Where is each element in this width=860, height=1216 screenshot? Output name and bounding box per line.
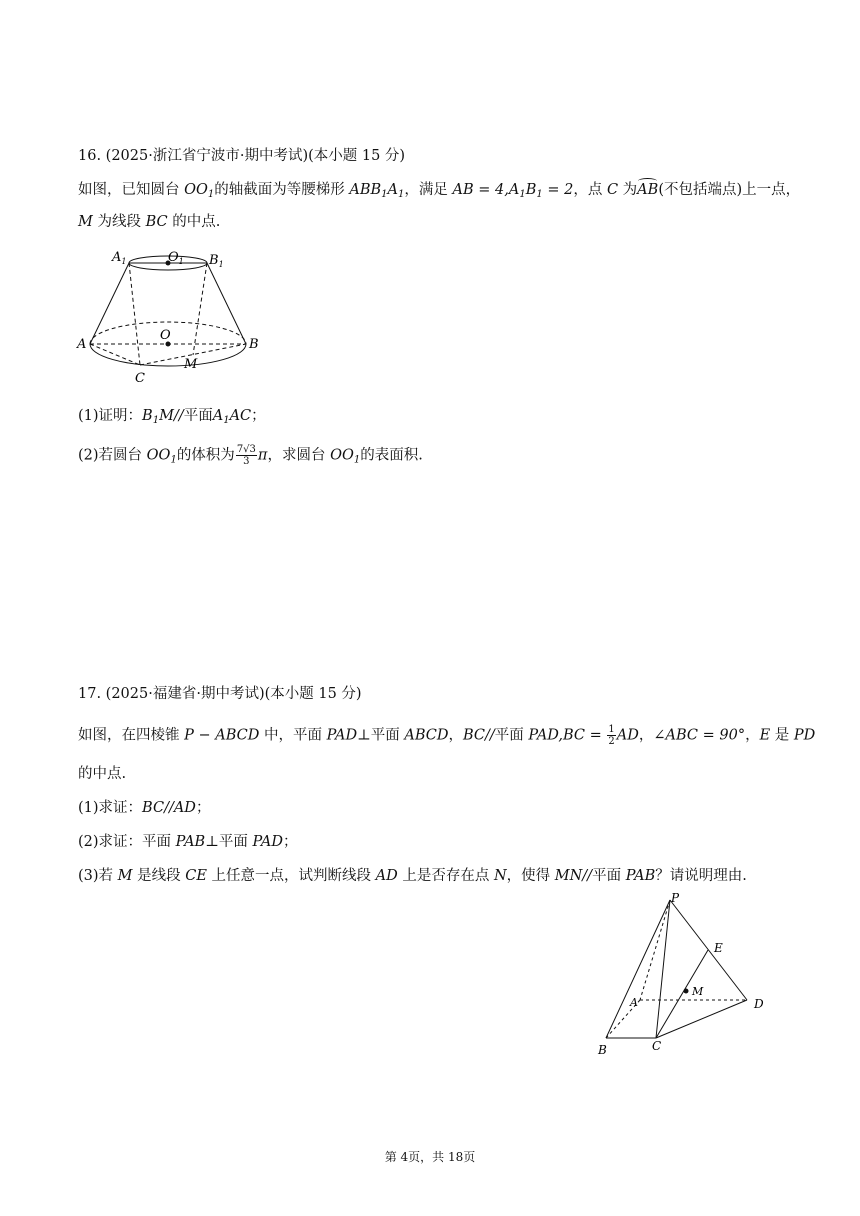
label-b: B [598, 1043, 607, 1057]
q17-part3: (3)若 M 是线段 CE 上任意一点，试判断线段 AD 上是否存在点 N，使得 MN//平面 PAB？请说明理由. [78, 868, 747, 884]
label-d: D [754, 997, 764, 1011]
seg-b1m [193, 263, 207, 355]
edge-cd [656, 1000, 747, 1038]
q17-part2: (2)求证：平面 PAB⊥平面 PAD； [78, 834, 298, 850]
side-left [90, 263, 129, 344]
label-m: M [184, 357, 198, 372]
label-o: O [160, 328, 171, 343]
point-m [684, 989, 689, 994]
label-b: B [249, 337, 259, 352]
q16-stem-line2: M 为线段 BC 的中点. [78, 214, 221, 230]
q16-frustum-figure [72, 244, 272, 389]
bottom-circle-front [90, 344, 246, 366]
label-a: A [77, 337, 87, 352]
q16-part2: (2)若圆台 $OO_1$的体积为 $\frac{7√3}{3}$ π，求圆台 $OO_1$的表面积. [78, 444, 423, 467]
label-a: A [630, 996, 638, 1009]
side-right [207, 263, 246, 344]
seg-ac [90, 344, 140, 365]
label-o1: $O_1$ [168, 250, 184, 266]
page-footer: 第 4页，共 18页 [384, 1150, 476, 1164]
seg-a1c [129, 263, 140, 365]
label-m: M [692, 985, 704, 998]
q16-header: 16. (2025·浙江省宁波市·期中考试)(本小题 15 分) [78, 148, 406, 164]
label-p: P [671, 891, 680, 905]
q17-part1: (1)求证：BC//AD； [78, 800, 211, 816]
bc-fraction: $\frac{1}{2}$ [608, 724, 615, 747]
q17-stem-line1: 如图，在四棱锥 P − ABCD 中，平面 PAD⊥平面 ABCD，BC//平面 PAD,BC = $\frac{1}{2}$ AD，∠ABC = 90°，E 是 PD [78, 724, 816, 747]
label-a1: $A_1$ [112, 250, 127, 266]
label-c: C [652, 1039, 662, 1053]
q17-stem-line2: 的中点. [78, 766, 127, 782]
q16-part1: (1)证明：$B_1M//$平面$A_1AC$； [78, 408, 266, 426]
q17-pyramid-figure [590, 890, 780, 1062]
edge-pb [606, 900, 670, 1038]
q17-header: 17. (2025·福建省·期中考试)(本小题 15 分) [78, 686, 362, 702]
edge-pd [670, 900, 747, 1000]
edge-pa [640, 900, 670, 1000]
label-c: C [135, 371, 145, 386]
q16-stem-line1: 如图，已知圆台 $OO_1$的轴截面为等腰梯形 $ABB_1A_1$，满足 AB = $4,A_1B_1 = 2$，点 C 为AB(不包括端点)上一点， [78, 182, 801, 200]
volume-fraction: $\frac{7√3}{3}$ [236, 444, 256, 467]
label-b1: $B_1$ [209, 253, 224, 269]
label-e: E [714, 941, 723, 955]
